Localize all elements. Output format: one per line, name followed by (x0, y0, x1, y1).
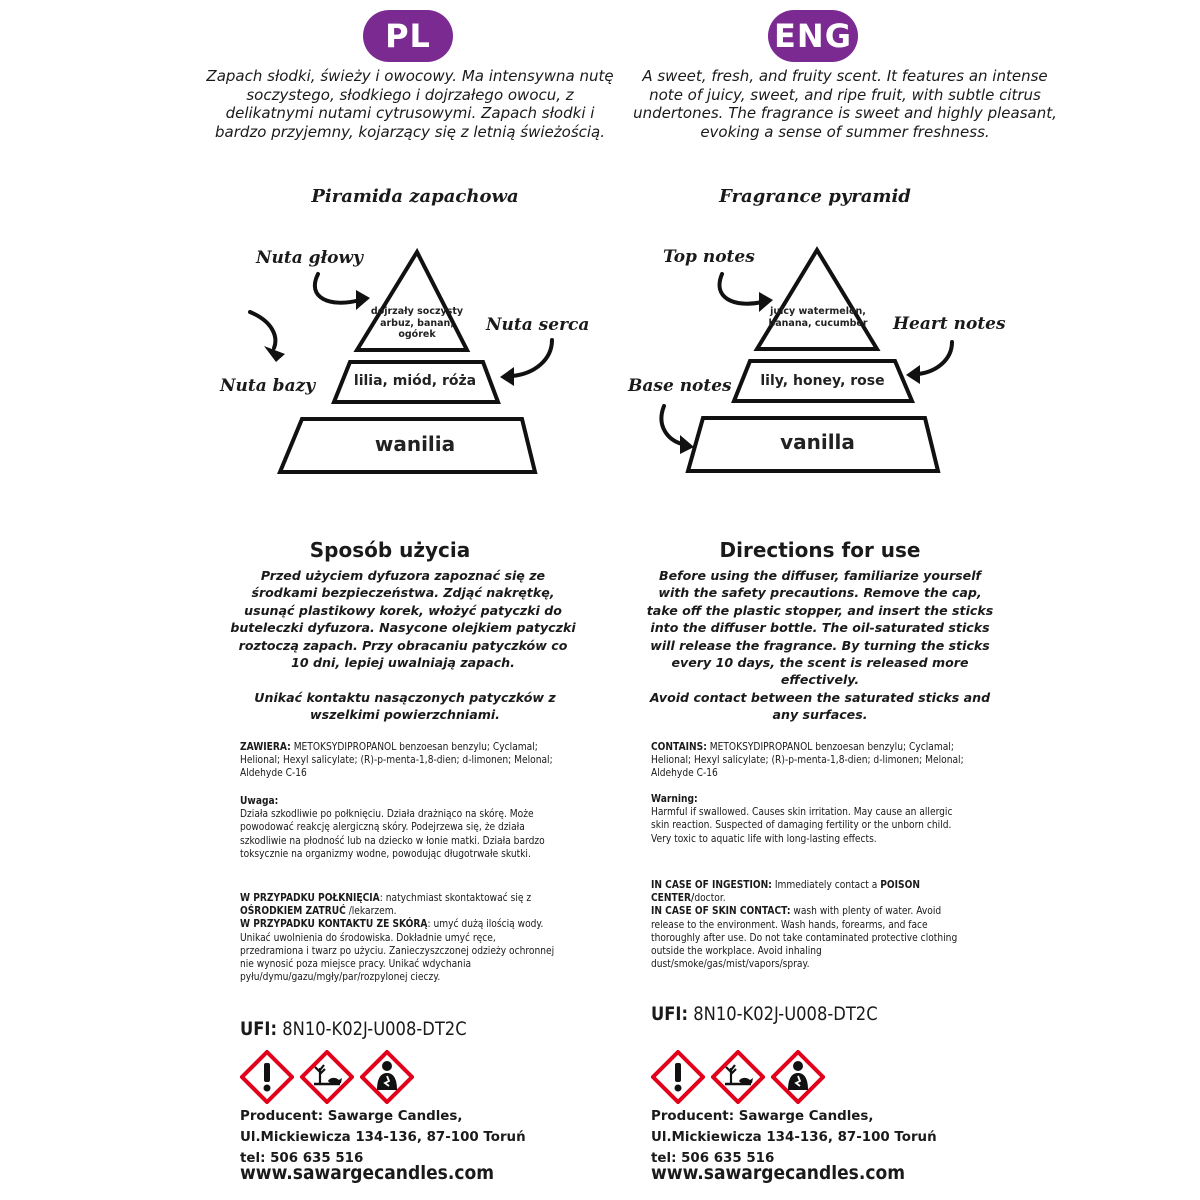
label-base-note-en: Base notes (628, 376, 732, 396)
contains-label-pl: ZAWIERA: (240, 741, 291, 753)
skin-label-pl: W PRZYPADKU KONTAKTU ZE SKÓRĄ (240, 918, 428, 931)
exclamation-hazard-icon (240, 1050, 294, 1104)
skin-text-pl: : umyć dużą ilością wody. Unikać uwolnienia do środowiska. Dokładnie umyć ręce, przedramiona i twarz po użyciu. Zanieczyszczonej odzieży ochronnej nie wynosić poza miejsce pracy. Unikać wdychania pyłu/dymu/gazu/mgły/par/rozpylonej cieczy. (240, 918, 555, 984)
intro-text-en: A sweet, fresh, and fruity scent. It features an intense note of juicy, sweet, and ripe fruit, with subtle citrus undertones. The fragrance is sweet and highly pleasant, evoking a sense of summer freshness. (633, 67, 1057, 141)
ufi-code-en (651, 1003, 878, 1025)
environment-hazard-icon (300, 1050, 354, 1104)
arrow-head-heart-pl (500, 367, 514, 386)
pyramid-base-text-pl: wanilia (374, 432, 456, 456)
directions-title-en: Directions for use (719, 538, 921, 562)
directions-text-pl: Przed użyciem dyfuzora zapoznać się ze środkami bezpieczeństwa. Zdjąć nakrętkę, usunąć plastikowy korek, włożyć patyczki do buteleczki dyfuzora. Nasycone olejkiem patyczki roztoczą zapach. Przy obracaniu patyczków co 10 dni, lepiej uwalniają zapach. (230, 568, 576, 671)
first-aid-block-pl (240, 892, 558, 984)
pyramid-base-text-en: vanilla (780, 430, 855, 454)
first-aid-block-en (651, 879, 974, 971)
directions-title-pl: Sposób użycia (309, 538, 471, 562)
contains-text-en: METOKSYDIPROPANOL benzoesan benzylu; Cyclamal; Helional; Hexyl salicylate; (R)-p-menta-1,8-dien; d-limonen; Melonal; Aldehyde C-16 (651, 741, 964, 780)
ingestion-end-pl: /lekarzem. (345, 905, 397, 918)
ingestion-text-en: Immediately contact a (771, 879, 881, 891)
label-heart-note-en: Heart notes (893, 314, 1006, 334)
contains-block-pl (240, 741, 558, 781)
language-badge-en: ENG (768, 10, 858, 62)
warning-label-pl: Uwaga: (240, 795, 279, 807)
contains-text-pl: METOKSYDIPROPANOL benzoesan benzylu; Cyclamal; Helional; Hexyl salicylate; (R)-p-menta-1,8-dien; d-limonen; Melonal; Aldehyde C-16 (240, 741, 553, 780)
ingestion-bold-pl: OŚRODKIEM ZATRUĆ (240, 905, 346, 918)
skin-label-en: IN CASE OF SKIN CONTACT: (651, 905, 791, 918)
warning-text-pl: Działa szkodliwie po połknięciu. Działa drażniąco na skórę. Może powodować reakcję alergiczną skóry. Podejrzewa się, że działa szkodliwie na płodność lub na dziecko w łonie matki. Działa bardzo toksycznie na organizmy wodne, powodując długotrwałe skutki. (240, 808, 545, 860)
ingestion-label-pl: W PRZYPADKU POŁKNIĘCIA (240, 892, 380, 904)
arrow-heart-en (918, 342, 952, 374)
directions-text-en: Before using the diffuser, familiarize yourself with the safety precautions. Remove the cap, take off the plastic stopper, and insert the sticks into the diffuser bottle. The oil-saturated sticks will release the fragrance. By turning the sticks every 10 days, the scent is released more effectively. (646, 568, 994, 688)
ingestion-end-en: doctor. (694, 892, 726, 905)
fragrance-pyramid-en (600, 230, 1200, 500)
label-base-note-pl: Nuta bazy (220, 376, 316, 396)
language-badge-pl: PL (363, 10, 453, 62)
hazard-pictograms-en (651, 1050, 825, 1104)
environment-hazard-icon (711, 1050, 765, 1104)
pyramid-top-text-en: juicy watermelon, banana, cucumber (768, 306, 868, 329)
producer-info-pl (240, 1106, 526, 1169)
pyramid-graphic-pl (0, 230, 600, 500)
pyramid-top-tier-en (757, 250, 877, 349)
pyramid-title-en: Fragrance pyramid (719, 186, 911, 207)
arrow-top-pl (315, 274, 360, 303)
pyramid-heart-text-en: lily, honey, rose (760, 373, 885, 389)
arrow-top-en (720, 274, 762, 304)
ufi-value-en: 8N10-K02J-U008-DT2C (693, 1003, 878, 1025)
website-en: www.sawargecandles.com (651, 1162, 906, 1184)
producer-line-2-pl: Ul.Mickiewicza 134-136, 87-100 Toruń (240, 1130, 526, 1145)
pyramid-graphic-en (600, 230, 1200, 500)
producer-line-3-en: tel: 506 635 516 (651, 1151, 775, 1166)
ufi-label-pl: UFI: (240, 1018, 278, 1040)
intro-text-pl: Zapach słodki, świeży i owocowy. Ma intensywna nutę soczystego, słodkiego i dojrzałego owocu, z delikatnymi nutami cytrusowymi. Zapach słodki i bardzo przyjemny, kojarzący się z letnią świeżością. (206, 67, 614, 141)
arrow-base-pl (250, 312, 275, 348)
label-heart-note-pl: Nuta serca (486, 315, 590, 335)
skin-text-en: wash with plenty of water. Avoid release to the environment. Wash hands, forearms, and face thoroughly after use. Do not take contaminated protective clothing outside the workplace. Avoid inhaling dust/smoke/gas/mist/vapors/spray. (651, 905, 958, 971)
website-pl: www.sawargecandles.com (240, 1162, 495, 1184)
arrow-base-en (661, 406, 682, 444)
pyramid-top-text-pl: dojrzały soczysty arbuz, banan, ogórek (370, 306, 464, 340)
producer-line-1-pl: Producent: Sawarge Candles, (240, 1109, 463, 1124)
label-top-note-en: Top notes (663, 247, 755, 267)
label-top-note-pl: Nuta głowy (256, 248, 363, 268)
producer-info-en (651, 1106, 937, 1169)
contains-block-en (651, 741, 974, 781)
ingestion-label-en: IN CASE OF INGESTION: (651, 879, 772, 891)
fragrance-pyramid-pl (0, 230, 600, 500)
english-column (600, 0, 1200, 1200)
health-hazard-icon (771, 1050, 825, 1104)
avoid-text-pl: Unikać kontaktu nasączonych patyczków z wszelkimi powierzchniami. (254, 690, 556, 723)
avoid-text-en: Avoid contact between the saturated sticks and any surfaces. (649, 690, 991, 723)
ingestion-text-pl: : natychmiast skontaktować się z (379, 892, 532, 904)
warning-block-pl (240, 795, 558, 861)
warning-label-en: Warning: (651, 793, 698, 805)
arrow-heart-pl (512, 340, 552, 376)
contains-label-en: CONTAINS: (651, 741, 707, 753)
ufi-code-pl (240, 1018, 467, 1040)
warning-block-en (651, 793, 974, 846)
hazard-pictograms-pl (240, 1050, 414, 1104)
ufi-value-pl: 8N10-K02J-U008-DT2C (282, 1018, 467, 1040)
warning-text-en: Harmful if swallowed. Causes skin irritation. May cause an allergic skin reaction. Suspected of damaging fertility or the unborn child. Very toxic to aquatic life with long-lasting effects. (651, 806, 953, 845)
producer-line-2-en: Ul.Mickiewicza 134-136, 87-100 Toruń (651, 1130, 937, 1145)
pyramid-heart-text-pl: lilia, miód, róża (353, 373, 477, 389)
exclamation-hazard-icon (651, 1050, 705, 1104)
ingestion-bold-en: POISON CENTER/ (651, 879, 920, 905)
producer-line-1-en: Producent: Sawarge Candles, (651, 1109, 874, 1124)
pyramid-title-pl: Piramida zapachowa (311, 186, 519, 207)
producer-line-3-pl: tel: 506 635 516 (240, 1151, 364, 1166)
ufi-label-en: UFI: (651, 1003, 689, 1025)
arrow-head-heart-en (906, 365, 920, 384)
health-hazard-icon (360, 1050, 414, 1104)
